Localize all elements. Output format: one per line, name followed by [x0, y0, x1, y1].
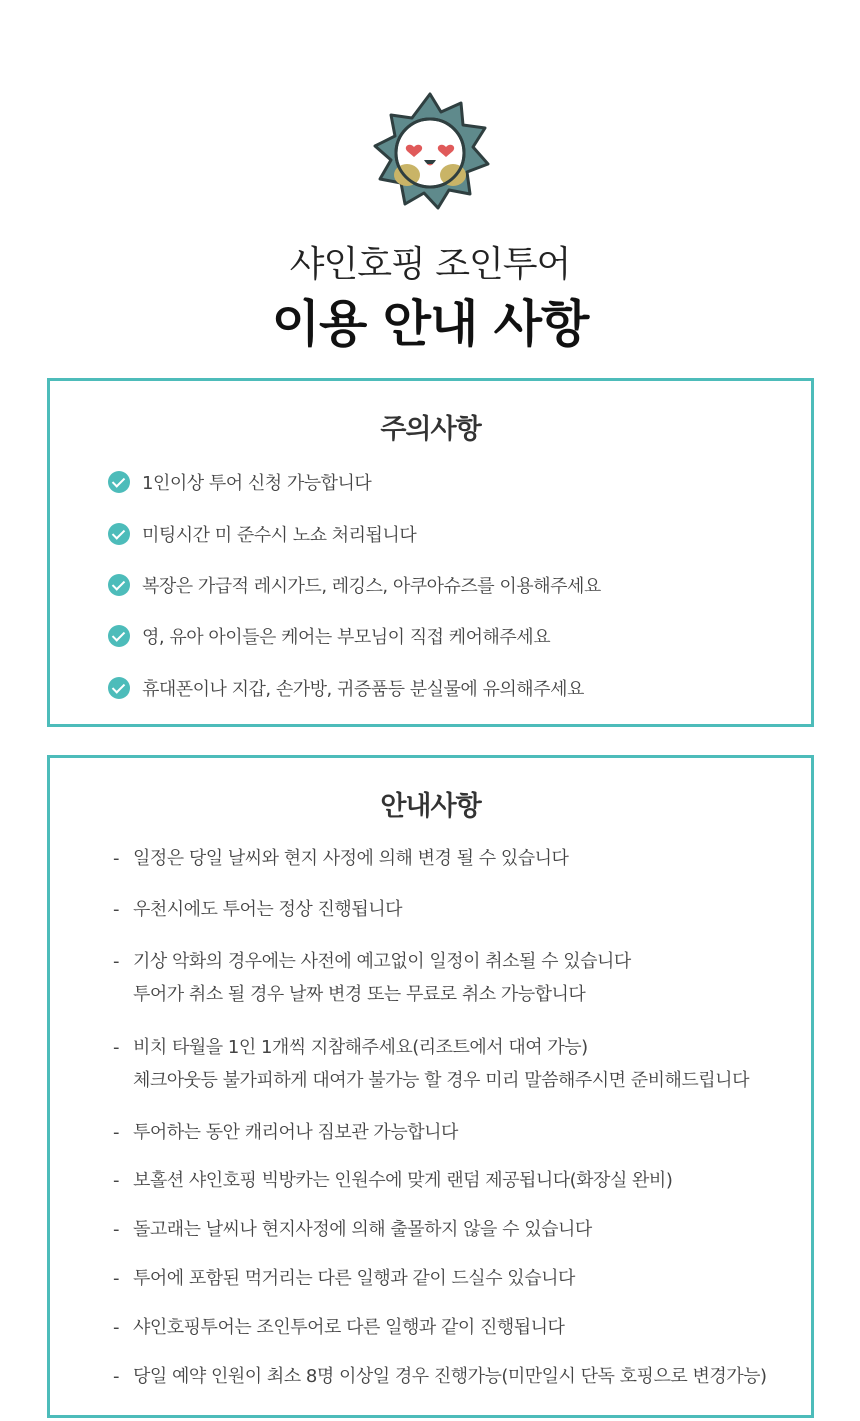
page-title: 이용 안내 사항 — [271, 295, 589, 353]
info-box — [47, 755, 814, 1418]
caution-item — [108, 469, 371, 495]
caution-item-text: 휴대폰이나 지갑, 손가방, 귀증품등 분실물에 유의해주세요 — [142, 679, 584, 700]
dash-bullet: - — [113, 951, 119, 972]
info-item — [113, 945, 631, 1011]
info-item — [113, 1031, 749, 1097]
check-circle-icon — [108, 471, 130, 493]
dash-bullet: - — [113, 1268, 119, 1289]
caution-item — [108, 521, 416, 547]
info-item — [113, 1164, 672, 1197]
info-item-text: 비치 타월을 1인 1개씩 지참해주세요(리조트에서 대여 가능) — [133, 1037, 588, 1058]
dash-bullet: - — [113, 1317, 119, 1338]
caution-box — [47, 378, 814, 727]
info-item-text: 당일 예약 인원이 최소 8명 이상일 경우 진행가능(미만일시 단독 호핑으로 변경가능) — [133, 1366, 767, 1387]
check-circle-icon — [108, 677, 130, 699]
caution-item — [108, 675, 584, 701]
dash-bullet: - — [113, 1122, 119, 1143]
check-circle-icon — [108, 574, 130, 596]
caution-title: 주의사항 — [380, 414, 481, 445]
info-item — [113, 893, 402, 926]
page-subtitle: 샤인호핑 조인투어 — [289, 244, 571, 285]
dash-bullet: - — [113, 1037, 119, 1058]
info-item-text: 기상 악화의 경우에는 사전에 예고없이 일정이 취소될 수 있습니다 — [133, 951, 631, 972]
info-title: 안내사항 — [380, 791, 481, 822]
caution-item-text: 복장은 가급적 레시가드, 레깅스, 아쿠아슈즈를 이용해주세요 — [142, 576, 601, 597]
dash-bullet: - — [113, 899, 119, 920]
info-item-text-continued: 체크아웃등 불가피하게 대여가 불가능 할 경우 미리 말씀해주시면 준비해드립니다 — [133, 1070, 749, 1091]
info-item — [113, 842, 568, 875]
info-item — [113, 1213, 592, 1246]
info-item-text-continued: 투어가 취소 될 경우 날짜 변경 또는 무료로 취소 가능합니다 — [133, 984, 586, 1005]
caution-item — [108, 623, 550, 649]
info-item — [113, 1311, 564, 1344]
info-item — [113, 1360, 767, 1393]
check-circle-icon — [108, 625, 130, 647]
dash-bullet: - — [113, 1219, 119, 1240]
check-circle-icon — [108, 523, 130, 545]
caution-item-text: 1인이상 투어 신청 가능합니다 — [142, 473, 372, 494]
dash-bullet: - — [113, 848, 119, 869]
info-item-text: 샤인호핑투어는 조인투어로 다른 일행과 같이 진행됩니다 — [133, 1317, 565, 1338]
sun-mascot-icon — [369, 90, 491, 212]
caution-item-text: 미팅시간 미 준수시 노쇼 처리됩니다 — [142, 525, 417, 546]
info-item-text: 보홀션 샤인호핑 빅방카는 인원수에 맞게 랜덤 제공됩니다(화장실 완비) — [133, 1170, 673, 1191]
info-item-text: 투어하는 동안 캐리어나 짐보관 가능합니다 — [133, 1122, 458, 1143]
caution-item-text: 영, 유아 아이들은 케어는 부모님이 직접 케어해주세요 — [142, 627, 551, 648]
info-item-text: 일정은 당일 날씨와 현지 사정에 의해 변경 될 수 있습니다 — [133, 848, 569, 869]
info-item-text: 돌고래는 날씨나 현지사정에 의해 출몰하지 않을 수 있습니다 — [133, 1219, 592, 1240]
info-item-text: 우천시에도 투어는 정상 진행됩니다 — [133, 899, 402, 920]
info-item — [113, 1116, 458, 1149]
info-item-text: 투어에 포함된 먹거리는 다른 일행과 같이 드실수 있습니다 — [133, 1268, 575, 1289]
dash-bullet: - — [113, 1170, 119, 1191]
info-item — [113, 1262, 575, 1295]
caution-item — [108, 572, 601, 598]
dash-bullet: - — [113, 1366, 119, 1387]
